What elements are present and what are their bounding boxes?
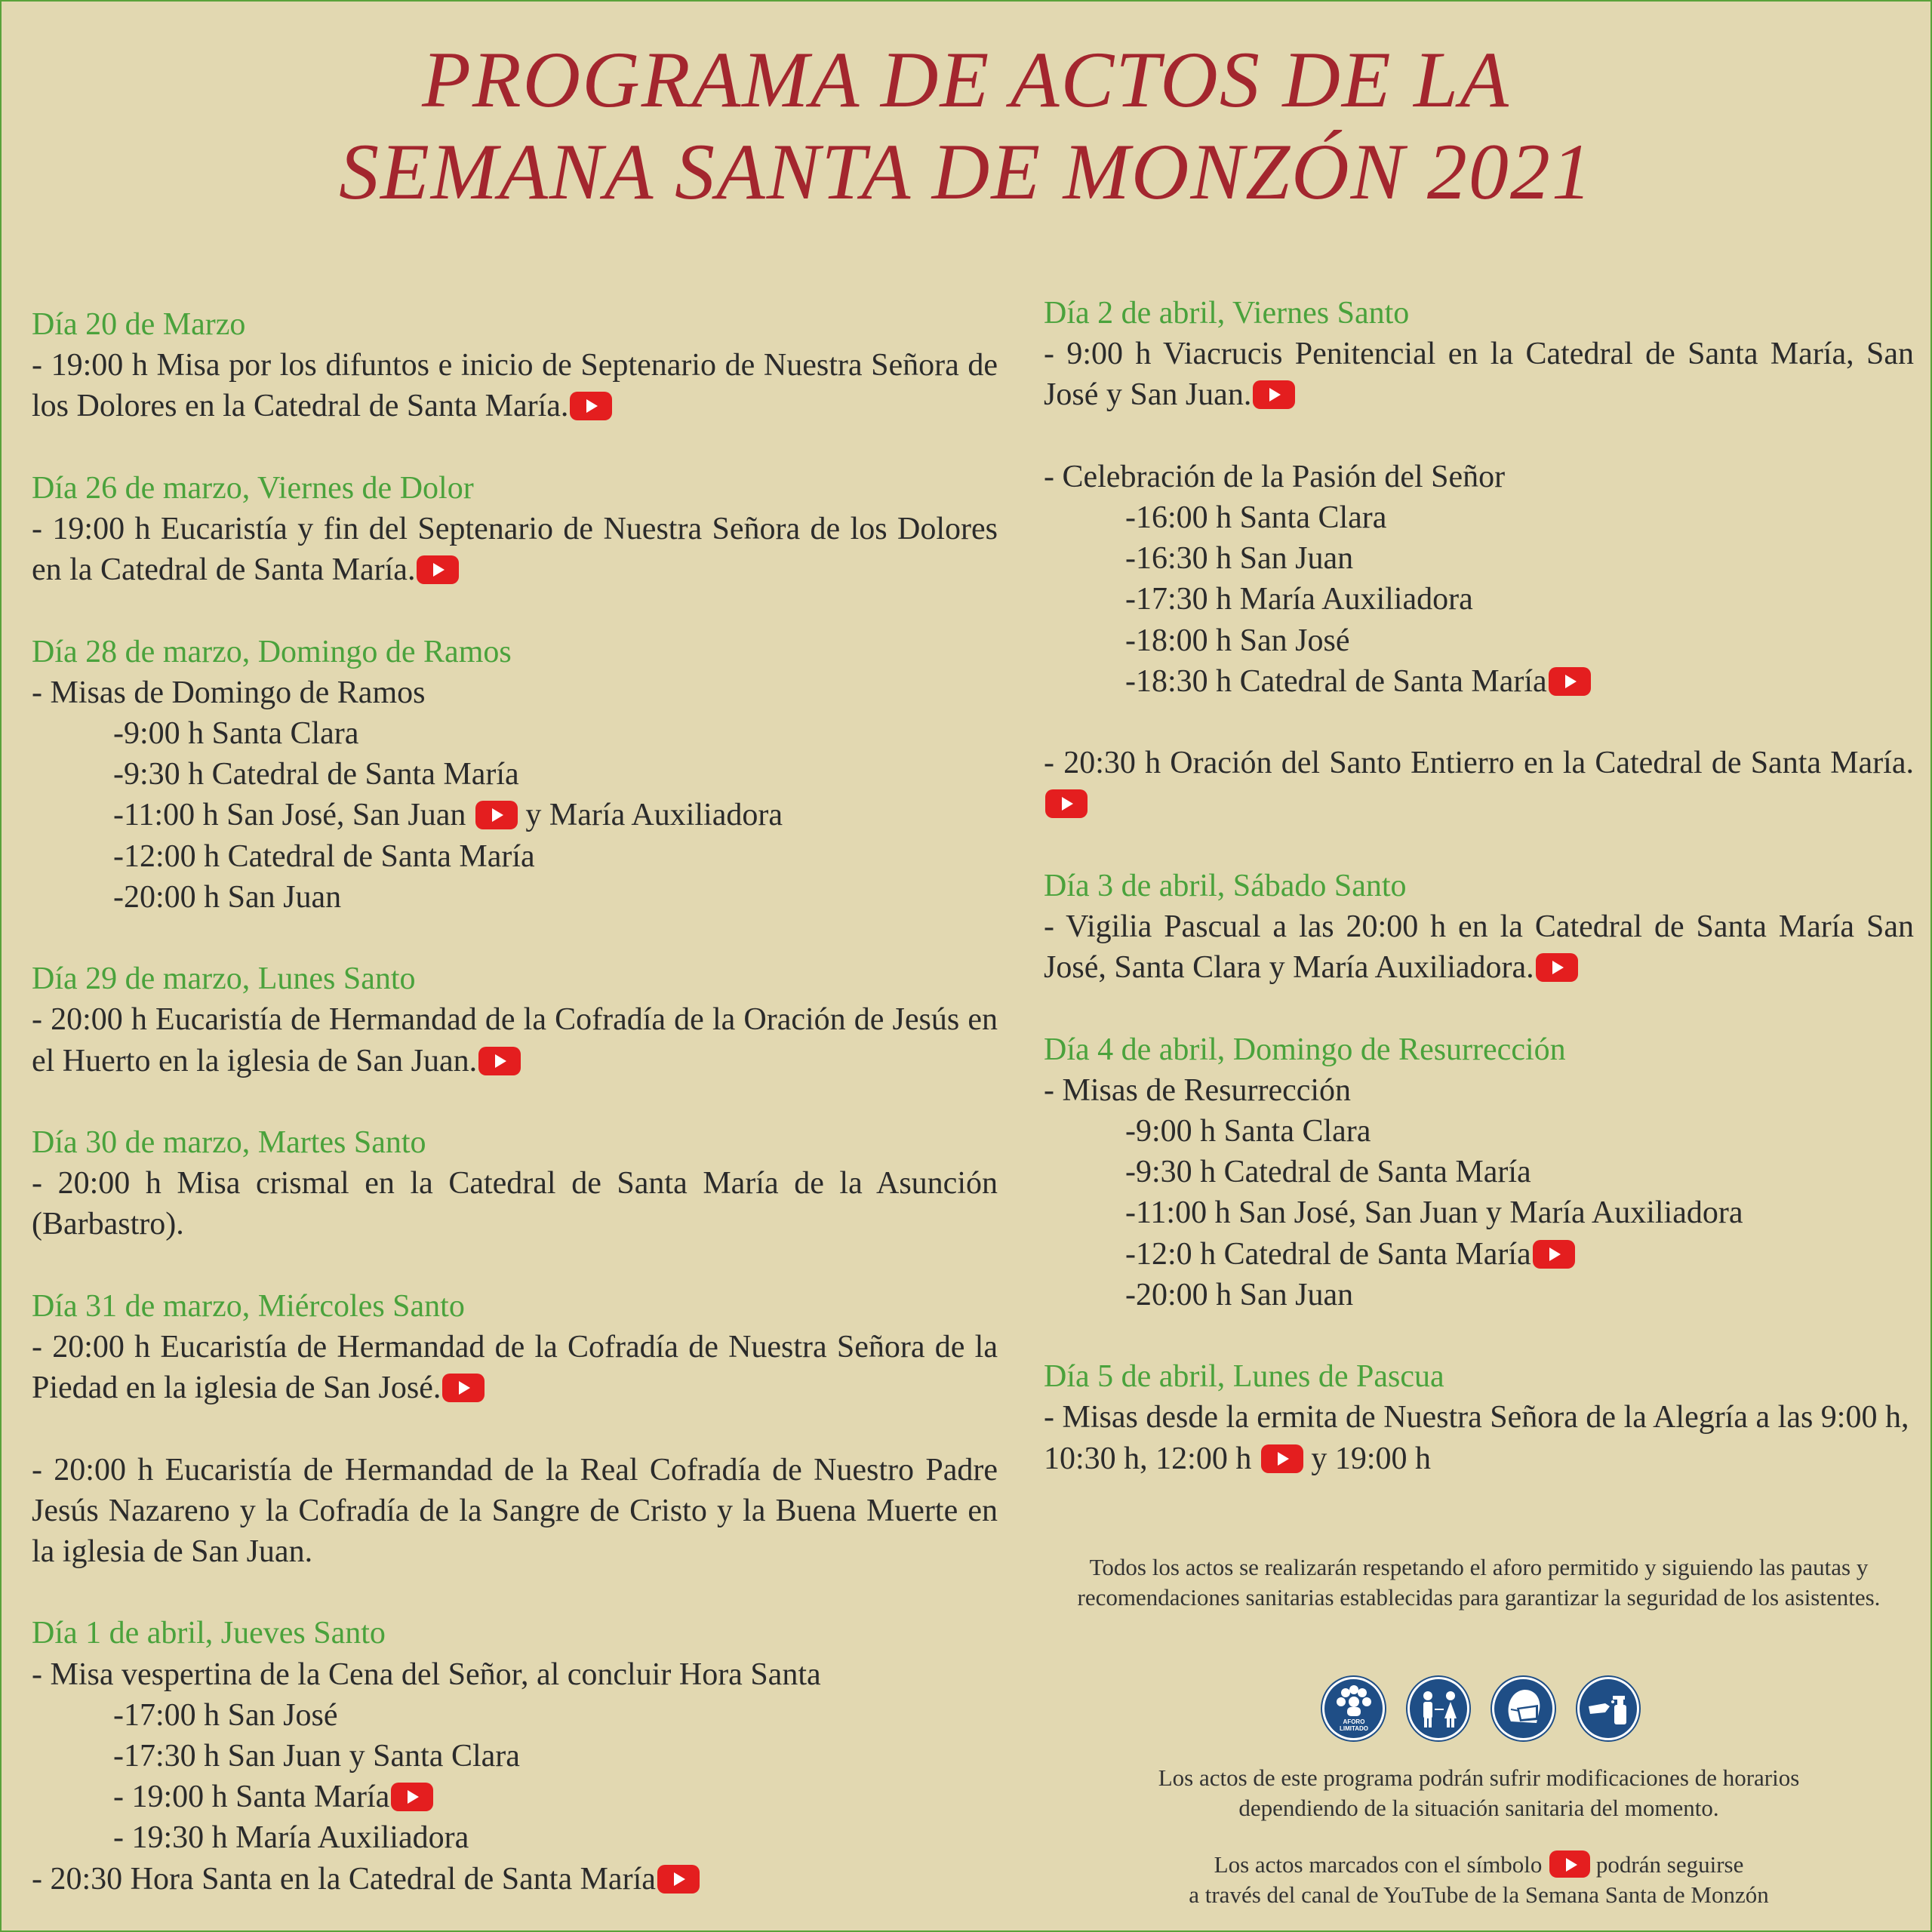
youtube-icon[interactable]: [1533, 1240, 1575, 1269]
youtube-icon[interactable]: [1253, 380, 1295, 409]
day-heading: Día 28 de marzo, Domingo de Ramos: [32, 634, 512, 669]
event-text: [32, 509, 998, 590]
day-heading: Día 2 de abril, Viernes Santo: [1044, 296, 1410, 331]
day-heading: Día 3 de abril, Sábado Santo: [1044, 868, 1407, 903]
mass-item: -11:00 h San José, San Juan y María Auxiliadora: [1125, 1195, 1743, 1231]
event-text: [32, 345, 998, 426]
event-text: [1044, 1397, 1914, 1478]
mass-item-text: -11:00 h San José, San Juan: [113, 798, 466, 833]
youtube-icon[interactable]: [391, 1783, 433, 1811]
event-text-content: - 20:00 h Eucaristía de Hermandad de la Cofradía de la Oración de Jesús en el Huerto en la iglesia de San Juan.: [32, 1002, 998, 1078]
day-block-29-marzo: [32, 958, 998, 1081]
day-heading: Día 29 de marzo, Lunes Santo: [32, 961, 416, 997]
mascarilla-icon: [1492, 1677, 1555, 1740]
aforo-limitado-icon: [1322, 1677, 1385, 1740]
day-block-1-abril: [32, 1613, 998, 1899]
mass-item: -9:30 h Catedral de Santa María: [113, 757, 519, 792]
mass-item: -18:00 h San José: [1125, 623, 1350, 658]
youtube-note-line-2: a través del canal de YouTube de la Semana Santa de Monzón: [1189, 1881, 1769, 1908]
day-block-31-marzo: [32, 1286, 998, 1572]
day-block-28-marzo: [32, 632, 998, 918]
event-intro: - Misas de Resurrección: [1044, 1072, 1352, 1108]
youtube-icon[interactable]: [1045, 789, 1088, 818]
mass-item: -17:30 h María Auxiliadora: [1125, 582, 1473, 617]
event-text-content: - Misas desde la ermita de Nuestra Señora de la Alegría a las 9:00 h, 10:30 h, 12:00 h: [1044, 1400, 1909, 1476]
event-text-content: - 20:00 h Eucaristía de Hermandad de la Cofradía de Nuestra Señora de la Piedad en la iglesia de San José.: [32, 1330, 998, 1406]
mass-item-text: -12:0 h Catedral de Santa María: [1125, 1236, 1531, 1272]
youtube-icon[interactable]: [570, 392, 612, 420]
changes-note-line-2: dependiendo de la situación sanitaria del momento.: [1238, 1795, 1719, 1821]
distancia-icon: [1407, 1677, 1470, 1740]
day-block-20-marzo: [32, 304, 998, 427]
youtube-icon[interactable]: [478, 1047, 521, 1075]
mass-item: -9:00 h Santa Clara: [113, 716, 359, 751]
event-text: - 20:00 h Misa crismal en la Catedral de Santa María de la Asunción (Barbastro).: [32, 1166, 998, 1242]
aforo-label: AFORO LIMITADO: [1339, 1718, 1369, 1732]
event-text-content: - 20:30 Hora Santa en la Catedral de Santa María: [32, 1861, 656, 1897]
mass-item: - 19:30 h María Auxiliadora: [113, 1820, 469, 1856]
day-heading: Día 20 de Marzo: [32, 307, 246, 342]
event-text-content: - 9:00 h Viacrucis Penitencial en la Catedral de Santa María, San José y San Juan.: [1044, 337, 1914, 413]
mass-item-text: y María Auxiliadora: [525, 798, 783, 833]
mass-item: -16:00 h Santa Clara: [1125, 500, 1387, 535]
mass-item-text: - 19:00 h Santa María: [113, 1780, 390, 1815]
mass-item: -20:00 h San Juan: [1125, 1277, 1354, 1312]
youtube-icon[interactable]: [417, 555, 459, 584]
mass-item: -20:00 h San Juan: [113, 879, 342, 915]
day-heading: Día 1 de abril, Jueves Santo: [32, 1616, 386, 1651]
event-intro: - Misa vespertina de la Cena del Señor, al concluir Hora Santa: [32, 1657, 821, 1692]
event-text: [32, 1859, 998, 1900]
event-text: [32, 999, 998, 1081]
mass-item: [1044, 1234, 1914, 1275]
event-text-content: - 20:30 h Oración del Santo Entierro en la Catedral de Santa María.: [1044, 746, 1914, 781]
mass-item: [1044, 661, 1914, 702]
day-heading: Día 5 de abril, Lunes de Pascua: [1044, 1359, 1444, 1395]
event-intro: - Misas de Domingo de Ramos: [32, 675, 426, 710]
event-text: [1044, 334, 1914, 415]
event-text: [32, 1327, 998, 1408]
day-block-26-marzo: [32, 468, 998, 591]
safety-note: Todos los actos se realizarán respetando el aforo permitido y siguiendo las pautas y recomendaciones sanitarias establecidas para garantizar la seguridad de los asistentes.: [1077, 1554, 1881, 1611]
right-column: [1044, 293, 1914, 1479]
mass-item: -9:00 h Santa Clara: [1125, 1114, 1371, 1149]
youtube-icon[interactable]: [1261, 1444, 1303, 1473]
youtube-icon[interactable]: [1549, 1850, 1590, 1878]
day-heading: Día 31 de marzo, Miércoles Santo: [32, 1288, 465, 1324]
mass-item: -17:30 h San Juan y Santa Clara: [113, 1739, 520, 1774]
event-text-content: - Vigilia Pascual a las 20:00 h en la Catedral de Santa María San José, Santa Clara y María Auxiliadora.: [1044, 909, 1914, 986]
event-text-content: y 19:00 h: [1311, 1441, 1432, 1476]
mass-item: [32, 1777, 998, 1817]
day-block-4-abril: [1044, 1029, 1914, 1315]
safety-icons: [1322, 1677, 1639, 1740]
event-text: - 20:00 h Eucaristía de Hermandad de la Real Cofradía de Nuestro Padre Jesús Nazareno y la Cofradía de la Sangre de Cristo y la Buena Muerte en la iglesia de San Juan.: [32, 1452, 998, 1569]
title-line-1: PROGRAMA DE ACTOS DE LA: [422, 35, 1510, 124]
mass-item: -9:30 h Catedral de Santa María: [1125, 1155, 1531, 1190]
day-block-5-abril: [1044, 1356, 1914, 1479]
day-block-2-abril: [1044, 293, 1914, 825]
day-heading: Día 4 de abril, Domingo de Resurrección: [1044, 1032, 1566, 1067]
left-column: [32, 304, 998, 1900]
event-text: [1044, 743, 1914, 824]
day-block-30-marzo: [32, 1122, 998, 1245]
gel-hidroalcoholico-icon: [1577, 1677, 1640, 1740]
mass-item: -16:30 h San Juan: [1125, 541, 1354, 577]
mass-item-text: -18:30 h Catedral de Santa María: [1125, 663, 1547, 699]
youtube-icon[interactable]: [442, 1374, 485, 1402]
youtube-note-line-1: Los actos marcados con el símbolo podrán seguirse: [1214, 1851, 1744, 1878]
mass-item: [32, 795, 998, 835]
youtube-icon[interactable]: [1549, 667, 1591, 696]
youtube-icon[interactable]: [1536, 953, 1578, 982]
event-text-content: - 19:00 h Misa por los difuntos e inicio de Septenario de Nuestra Señora de los Dolores en la Catedral de Santa María.: [32, 348, 998, 424]
youtube-note: [1044, 1850, 1914, 1910]
mass-item: -12:00 h Catedral de Santa María: [113, 838, 535, 874]
changes-note: [1044, 1763, 1914, 1823]
changes-note-line-1: Los actos de este programa podrán sufrir modificaciones de horarios: [1158, 1764, 1800, 1791]
mass-item: -17:00 h San José: [113, 1697, 338, 1733]
youtube-icon[interactable]: [475, 801, 518, 829]
title-line-2: SEMANA SANTA DE MONZÓN 2021: [339, 128, 1593, 216]
event-text-content: - 19:00 h Eucaristía y fin del Septenario de Nuestra Señora de los Dolores en la Catedral de Santa María.: [32, 512, 998, 588]
page-title: [0, 34, 1932, 218]
day-heading: Día 30 de marzo, Martes Santo: [32, 1125, 426, 1160]
youtube-icon[interactable]: [657, 1865, 700, 1894]
event-text: [1044, 906, 1914, 988]
event-intro: - Celebración de la Pasión del Señor: [1044, 459, 1506, 494]
day-block-3-abril: [1044, 866, 1914, 989]
day-heading: Día 26 de marzo, Viernes de Dolor: [32, 470, 474, 506]
